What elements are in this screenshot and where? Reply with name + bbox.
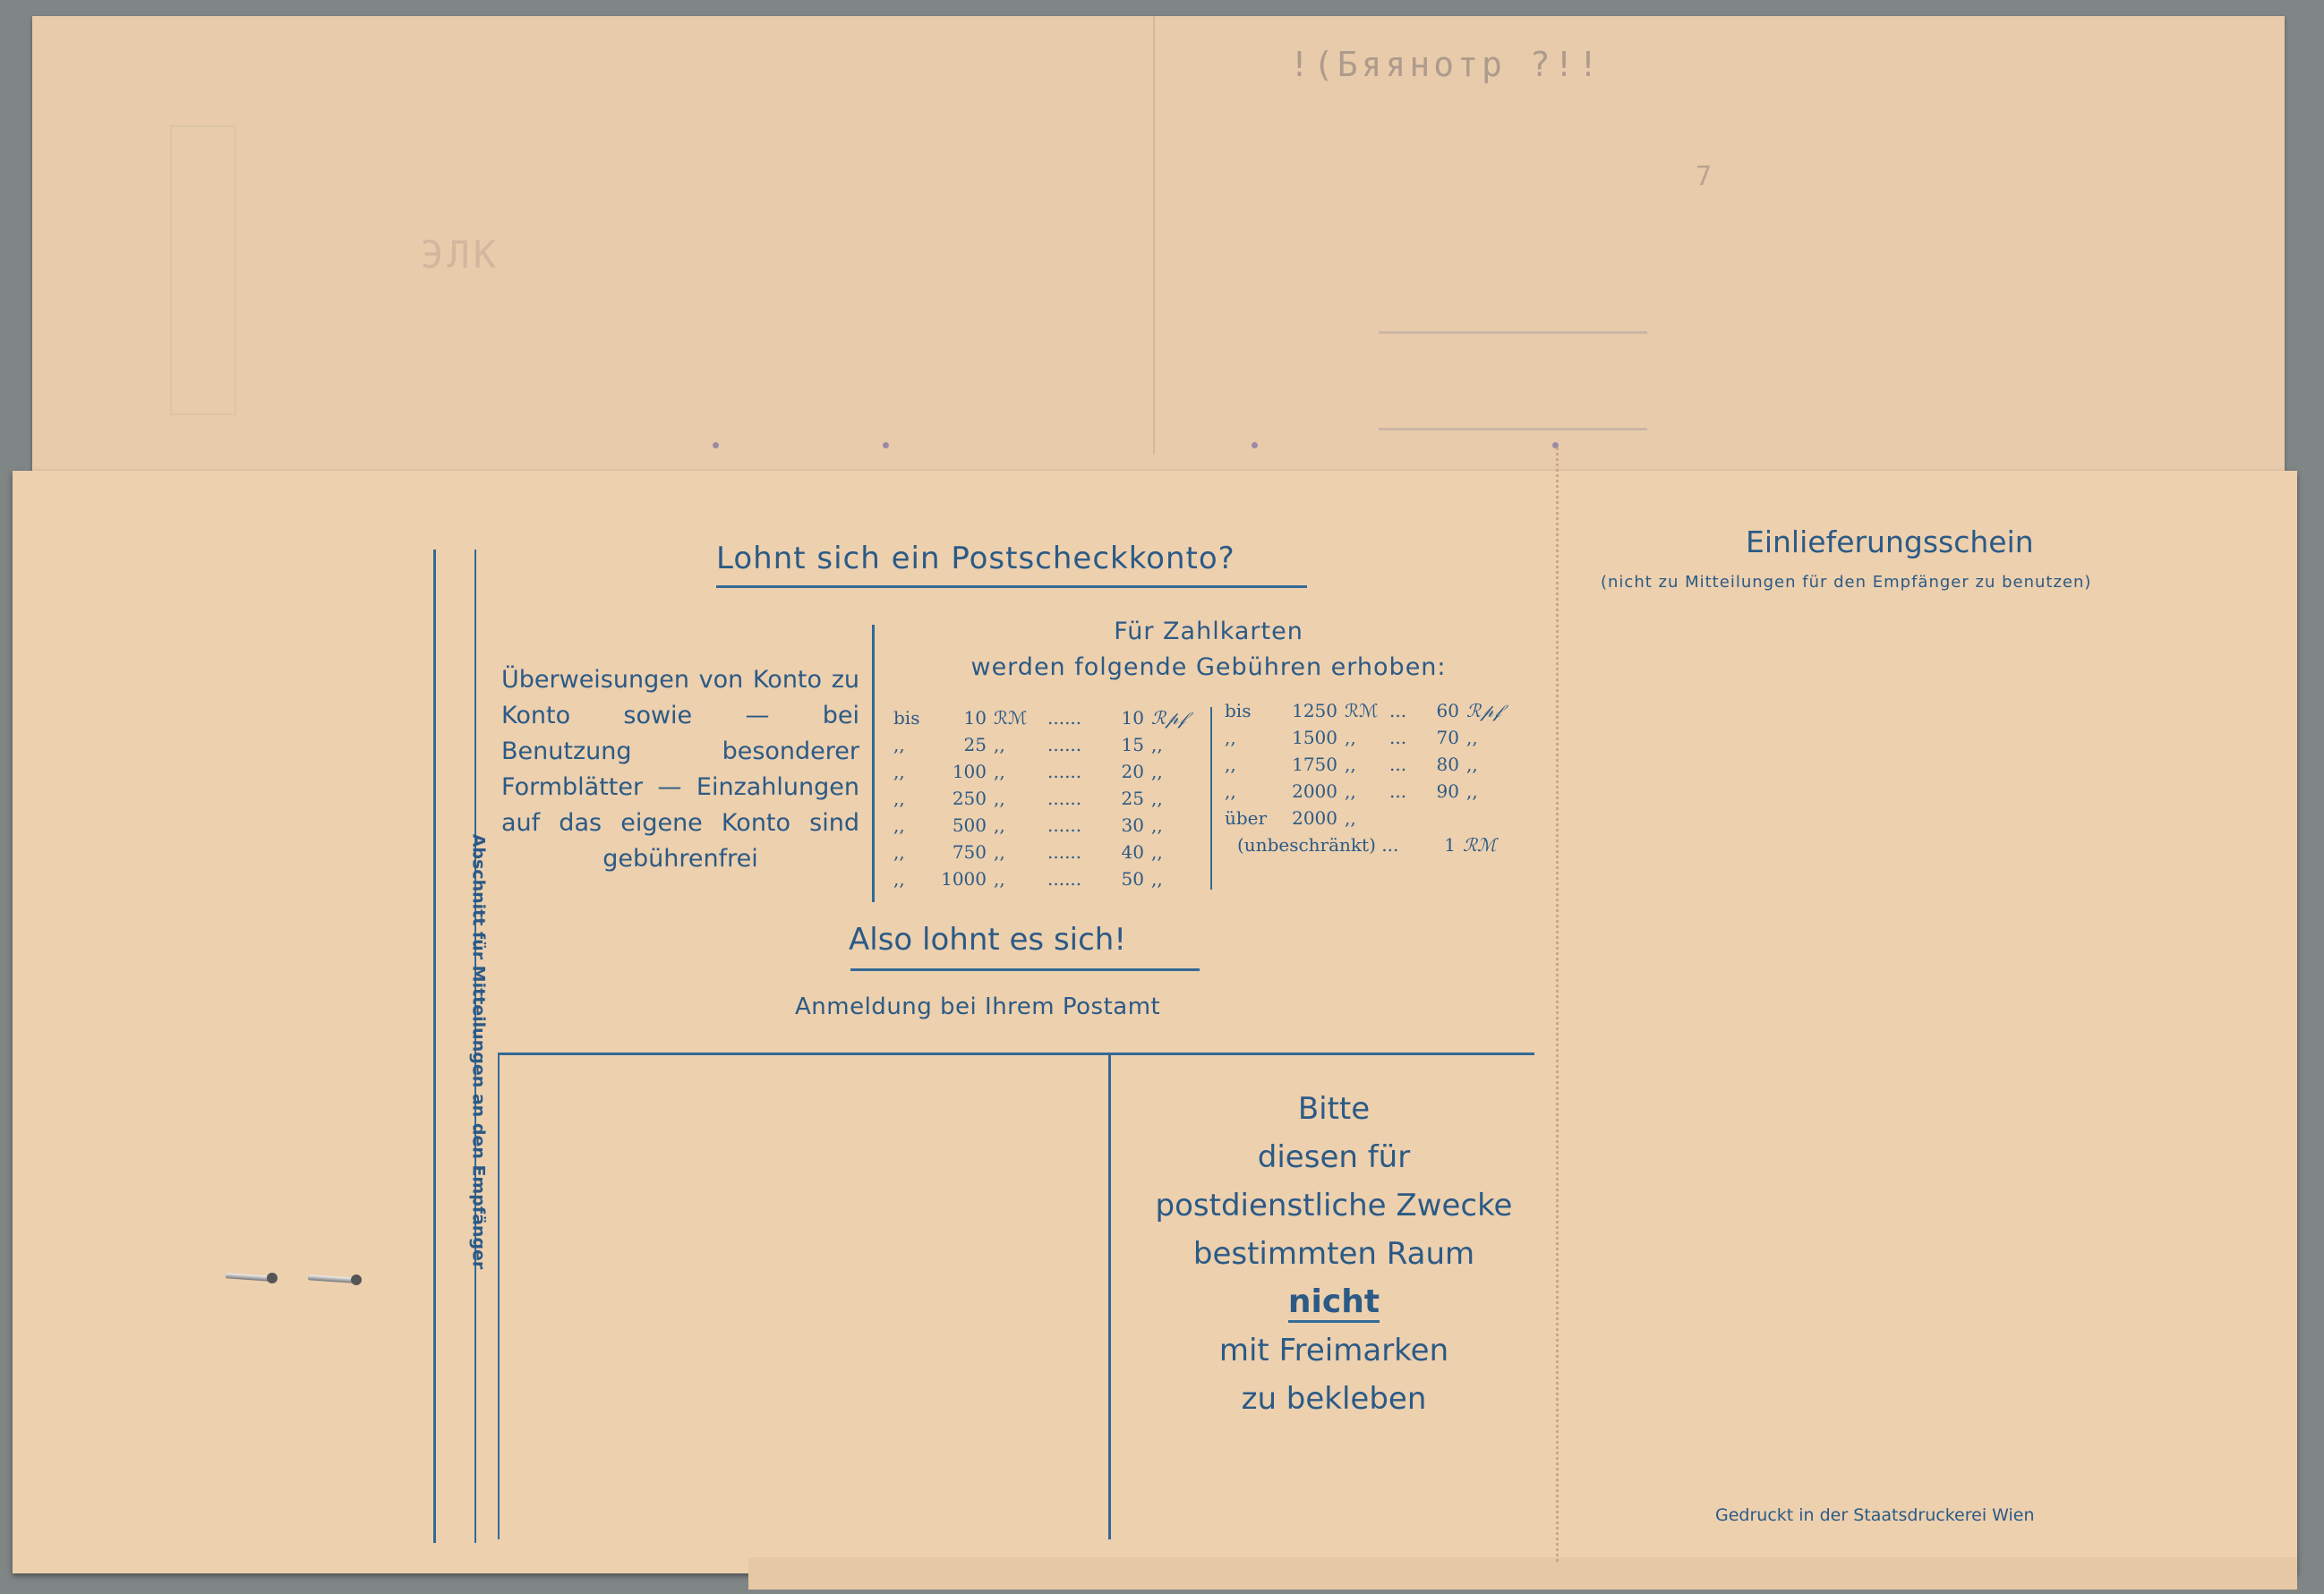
fee-dots: ...... <box>1047 761 1082 782</box>
fee-value: 25 <box>1121 788 1144 809</box>
notice-line: postdienstliche Zwecke <box>1155 1188 1513 1223</box>
fee-value-unit: ,, <box>1151 734 1163 755</box>
fee-value: 30 <box>1121 814 1144 836</box>
promo-title-underline <box>716 585 1307 588</box>
fee-value-unit: ℛ𝓅𝒻 <box>1466 700 1502 721</box>
fee-prefix: ,, <box>893 761 905 782</box>
fee-amount: 1000 <box>941 868 987 890</box>
fee-amount: 25 <box>963 734 987 755</box>
fee-amount: 250 <box>952 788 987 809</box>
fee-value-unit: ,, <box>1151 761 1163 782</box>
fee-value-unit: ,, <box>1466 780 1478 802</box>
notice-emphasis: nicht <box>1288 1283 1380 1323</box>
fee-prefix: ,, <box>1225 780 1236 802</box>
back-form-sheet <box>32 16 2285 517</box>
back-faint-line <box>1379 331 1647 334</box>
conclusion-underline <box>850 968 1200 971</box>
promo-left-text: Überweisungen von Konto zu Konto sowie — bei Benutzung besonderer Formblätter — Einzahlungen auf das eigene Konto sind gebührenfrei <box>501 666 859 873</box>
fee-unit: ℛℳ <box>994 707 1028 729</box>
printer-imprint: Gedruckt in der Staatsdruckerei Wien <box>1715 1505 2035 1525</box>
fee-amount: 1750 <box>1292 754 1337 775</box>
fee-value: 10 <box>1121 707 1144 729</box>
fee-table-divider <box>1210 707 1212 890</box>
fee-prefix: ,, <box>893 841 905 863</box>
fee-unit: ,, <box>1345 754 1356 775</box>
fee-prefix: ,, <box>893 734 905 755</box>
fee-value: 70 <box>1436 727 1459 748</box>
fee-prefix: ,, <box>1225 727 1236 748</box>
fee-value: 50 <box>1121 868 1144 890</box>
fee-value-unit: ,, <box>1151 814 1163 836</box>
back-perforation-dot <box>713 442 719 448</box>
fee-unit: ,, <box>994 788 1005 809</box>
fee-unlimited-unit: ℛℳ <box>1463 834 1497 856</box>
fee-unit: ,, <box>1345 727 1356 748</box>
fee-unlimited-label: (unbeschränkt) ... <box>1237 834 1399 856</box>
fee-value-unit: ,, <box>1466 754 1478 775</box>
fee-unit: ℛℳ <box>1345 700 1379 721</box>
back-sheet-fold <box>1153 16 1155 455</box>
fee-unit: ,, <box>1345 807 1356 829</box>
fee-amount: 10 <box>963 707 987 729</box>
fee-value: 80 <box>1436 754 1459 775</box>
fee-prefix: ,, <box>893 788 905 809</box>
fee-prefix: ,, <box>1225 754 1236 775</box>
staple-end <box>351 1274 362 1285</box>
fee-amount: 1250 <box>1292 700 1337 721</box>
fee-value: 40 <box>1121 841 1144 863</box>
fee-value-unit: ,, <box>1151 788 1163 809</box>
fee-dots: ...... <box>1047 707 1082 729</box>
notice-line: bestimmten Raum <box>1192 1236 1475 1272</box>
fee-unlimited-value: 1 <box>1444 834 1456 856</box>
fee-heading-line1: Für Zahlkarten <box>1114 618 1303 645</box>
fee-amount: 500 <box>952 814 987 836</box>
section-rule <box>498 1053 1534 1055</box>
fee-dots: ... <box>1389 727 1407 748</box>
fee-amount: 750 <box>952 841 987 863</box>
promo-divider <box>872 625 875 902</box>
back-stamp-text: !(Бяянотр ?!! <box>1289 45 1602 84</box>
frame-left-rule <box>498 1053 500 1539</box>
fee-heading-line2: werden folgende Gebühren erhoben: <box>970 653 1447 681</box>
fee-prefix: ,, <box>893 814 905 836</box>
fee-dots: ...... <box>1047 814 1082 836</box>
fee-value-unit: ,, <box>1151 868 1163 890</box>
fee-unit: ,, <box>994 841 1005 863</box>
fee-value-unit: ,, <box>1466 727 1478 748</box>
notice-line: diesen für <box>1257 1139 1411 1175</box>
fee-prefix: ,, <box>893 868 905 890</box>
fee-prefix: bis <box>893 707 920 729</box>
fee-dots: ... <box>1389 700 1407 721</box>
fee-dots: ...... <box>1047 788 1082 809</box>
front-sheet-bottom-strip <box>748 1557 2297 1590</box>
side-strip-label: Abschnitt für Mitteilungen an den Empfänger <box>468 833 488 1270</box>
fee-dots: ... <box>1389 780 1407 802</box>
staple-end <box>267 1273 278 1283</box>
fee-value: 15 <box>1121 734 1144 755</box>
back-perforation-dot <box>1252 442 1258 448</box>
side-strip-rule <box>433 550 436 1543</box>
fee-heading <box>922 614 1495 686</box>
back-small-mark: 7 <box>1696 161 1716 192</box>
fee-dots: ...... <box>1047 868 1082 890</box>
fee-unit: ,, <box>994 761 1005 782</box>
notice-line: mit Freimarken <box>1218 1333 1449 1368</box>
notice-line: Bitte <box>1297 1091 1371 1127</box>
fee-dots: ... <box>1389 754 1407 775</box>
fee-unit: ,, <box>1345 780 1356 802</box>
fee-value: 90 <box>1436 780 1459 802</box>
promo-title: Lohnt sich ein Postscheckkonto? <box>716 541 1235 576</box>
promo-conclusion: Also lohnt es sich! <box>849 922 1126 958</box>
fee-dots: ...... <box>1047 734 1082 755</box>
fee-prefix: bis <box>1225 700 1252 721</box>
fee-amount: 100 <box>952 761 987 782</box>
fee-value: 60 <box>1436 700 1459 721</box>
fee-unit: ,, <box>994 814 1005 836</box>
fee-dots: ...... <box>1047 841 1082 863</box>
fee-amount: 1500 <box>1292 727 1337 748</box>
fee-unit: ,, <box>994 734 1005 755</box>
fee-amount: 2000 <box>1292 807 1337 829</box>
back-faint-line <box>1379 428 1647 430</box>
back-faint-box <box>170 125 236 415</box>
fee-prefix: über <box>1225 807 1268 829</box>
receipt-title: Einlieferungsschein <box>1746 524 2034 559</box>
receipt-subtitle: (nicht zu Mitteilungen für den Empfänger zu benutzen) <box>1601 573 2092 592</box>
fee-amount: 2000 <box>1292 780 1337 802</box>
notice-line: zu bekleben <box>1241 1381 1427 1417</box>
back-faint-mark: ЭЛК <box>421 233 500 277</box>
back-perforation-dot <box>883 442 889 448</box>
promo-register: Anmeldung bei Ihrem Postamt <box>795 993 1161 1020</box>
fee-value-unit: ,, <box>1151 841 1163 863</box>
fee-unit: ,, <box>994 868 1005 890</box>
fee-value-unit: ℛ𝓅𝒻 <box>1151 707 1187 729</box>
fee-value: 20 <box>1121 761 1144 782</box>
postal-use-notice <box>1110 1085 1558 1423</box>
